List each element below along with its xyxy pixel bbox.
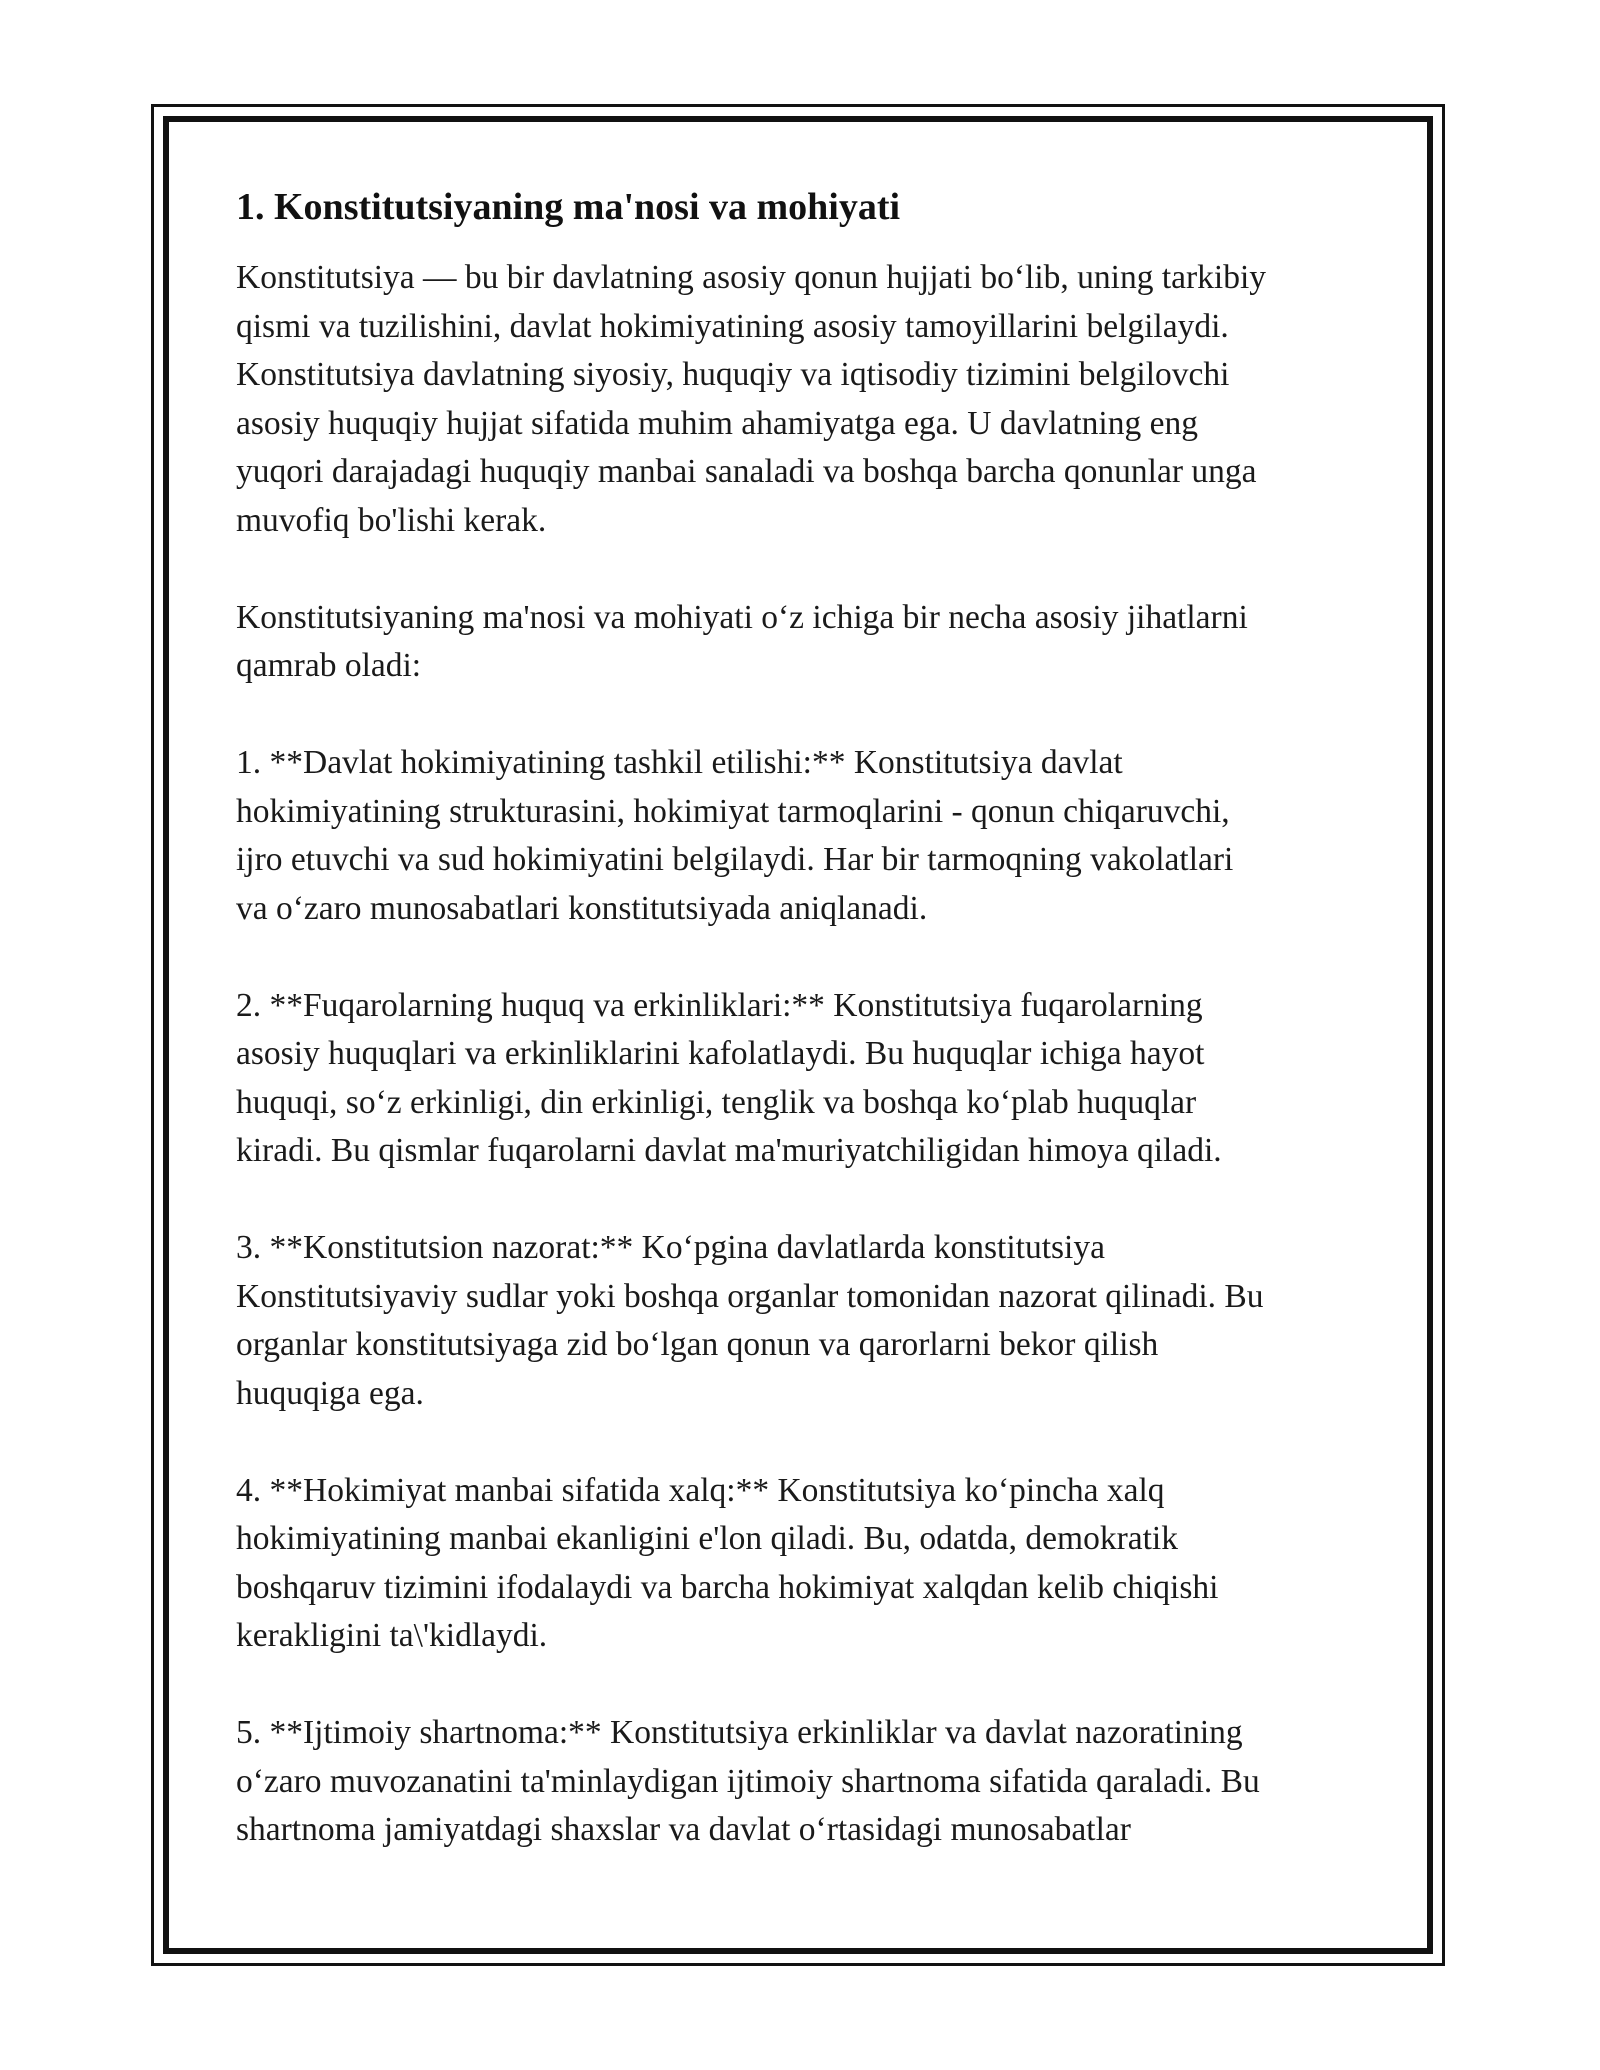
paragraph-item-5: 5. **Ijtimoiy shartnoma:** Konstitutsiya erkinliklar va davlat nazoratining o‘zaro muvozanatini ta'minlaydigan ijtimoiy shartnoma sifatida qaraladi. Bu shartnoma jamiyatdagi shaxslar va davlat o‘rtasidagi munosabatlar: [236, 1714, 1260, 1848]
section-heading: 1. Konstitutsiyaning ma'nosi va mohiyati: [236, 186, 901, 228]
paragraph-item-2: 2. **Fuqarolarning huquq va erkinliklari:** Konstitutsiya fuqarolarning asosiy huquqlari va erkinliklarini kafolatlaydi. Bu huquqlar ichiga hayot huquqi, so‘z erkinligi, din erkinligi, tenglik va boshqa ko‘plab huquqlar kiradi. Bu qismlar fuqarolarni davlat ma'muriyatchiligidan himoya qiladi.: [236, 986, 1222, 1169]
paragraph-item-3: 3. **Konstitutsion nazorat:** Ko‘pgina davlatlarda konstitutsiya Konstitutsiyaviy sudlar yoki boshqa organlar tomonidan nazorat qilinadi. Bu organlar konstitutsiyaga zid bo‘lgan qonun va qarorlarni bekor qilish huquqiga ega.: [236, 1229, 1264, 1412]
paragraph-item-1: 1. **Davlat hokimiyatining tashkil etilishi:** Konstitutsiya davlat hokimiyatining strukturasini, hokimiyat tarmoqlarini - qonun chiqaruvchi, ijro etuvchi va sud hokimiyatini belgilaydi. Har bir tarmoqning vakolatlari va o‘zaro munosabatlari konstitutsiyada aniqlanadi.: [236, 744, 1234, 927]
paragraph-intro: Konstitutsiya — bu bir davlatning asosiy qonun hujjati bo‘lib, uning tarkibiy qismi va tuzilishini, davlat hokimiyatining asosiy tamoyillarini belgilaydi. Konstitutsiya davlatning siyosiy, huquqiy va iqtisodiy tizimini belgilovchi asosiy huquqiy hujjat sifatida muhim ahamiyatga ega. U davlatning eng yuqori darajadagi huquqiy manbai sanaladi va boshqa barcha qonunlar unga muvofiq bo'lishi kerak.: [236, 259, 1267, 539]
paragraph-item-4: 4. **Hokimiyat manbai sifatida xalq:** Konstitutsiya ko‘pincha xalq hokimiyatining manbai ekanligini e'lon qiladi. Bu, odatda, demokratik boshqaruv tizimini ifodalaydi va barcha hokimiyat xalqdan kelib chiqishi kerakligini ta\'kidlaydi.: [236, 1471, 1219, 1654]
document-content: [236, 184, 1376, 1855]
paragraph-aspects-intro: Konstitutsiyaning ma'nosi va mohiyati o‘z ichiga bir necha asosiy jihatlarni qamrab oladi:: [236, 598, 1248, 684]
